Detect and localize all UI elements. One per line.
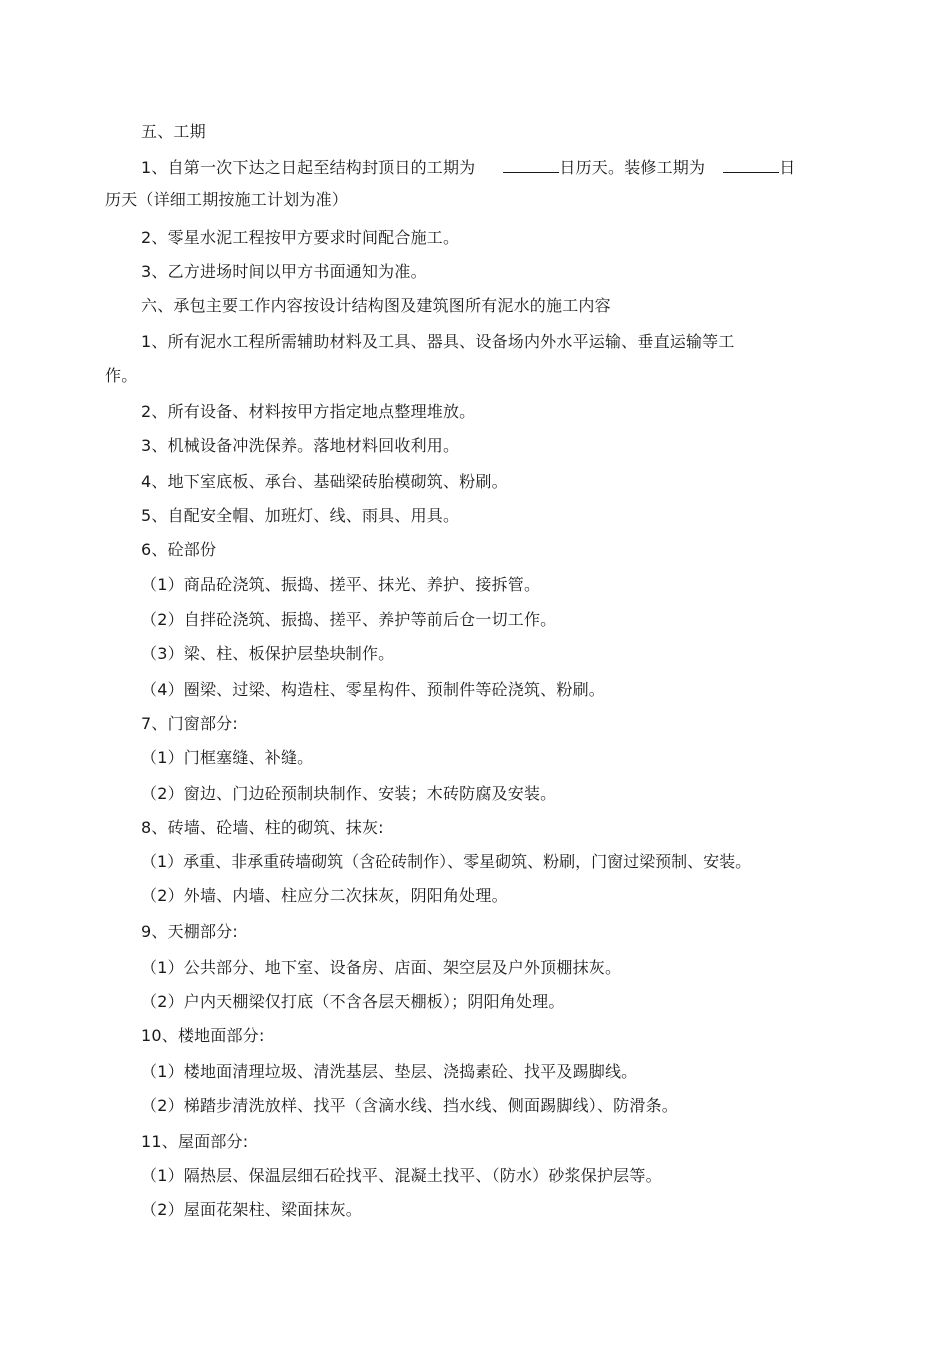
- sec6-item-6-title: 6、砼部份: [141, 540, 217, 559]
- sec6-item-8-sub-2: （2）外墙、内墙、柱应分二次抹灰，阴阳角处理。: [141, 886, 508, 905]
- sec6-item-6-sub-4: （4）圈梁、过梁、构造柱、零星构件、预制件等砼浇筑、粉刷。: [141, 680, 605, 699]
- sec6-item-7-sub-2: （2）窗边、门边砼预制块制作、安装；木砖防腐及安装。: [141, 784, 557, 803]
- sec6-item-10-title: 10、楼地面部分:: [141, 1026, 265, 1045]
- section-6-heading: 六、承包主要工作内容按设计结构图及建筑图所有泥水的施工内容: [141, 296, 611, 315]
- duration-blank-1: [503, 158, 559, 173]
- sec6-item-6-sub-1: （1）商品砼浇筑、振捣、搓平、抹光、养护、接拆管。: [141, 575, 541, 594]
- sec6-item-1: 1、所有泥水工程所需辅助材料及工具、器具、设备场内外水平运输、垂直运输等工: [141, 332, 735, 351]
- sec6-item-7-sub-1: （1）门框塞缝、补缝。: [141, 748, 314, 767]
- sec6-item-9-sub-1: （1）公共部分、地下室、设备房、店面、架空层及户外顶棚抹灰。: [141, 958, 622, 977]
- sec5-item-1-cont: 历天（详细工期按施工计划为准）: [105, 190, 349, 209]
- sec6-item-10-sub-2: （2）梯踏步清洗放样、找平（含滴水线、挡水线、侧面踢脚线）、防滑条。: [141, 1096, 678, 1115]
- sec6-item-10-sub-1: （1）楼地面清理垃圾、清洗基层、垫层、浇捣素砼、找平及踢脚线。: [141, 1062, 638, 1081]
- sec5-item-1-part2: 日历天。装修工期为: [559, 158, 706, 177]
- sec5-item-2: 2、零星水泥工程按甲方要求时间配合施工。: [141, 228, 460, 247]
- sec6-item-8-title: 8、砖墙、砼墙、柱的砌筑、抹灰:: [141, 818, 384, 837]
- sec6-item-3: 3、机械设备冲洗保养。落地材料回收利用。: [141, 436, 460, 455]
- sec5-item-1-part3: 日: [779, 158, 796, 177]
- sec6-item-7-title: 7、门窗部分:: [141, 714, 238, 733]
- sec5-item-1: [141, 158, 795, 178]
- sec6-item-6-sub-2: （2）自拌砼浇筑、振捣、搓平、养护等前后仓一切工作。: [141, 610, 557, 629]
- sec6-item-11-title: 11、屋面部分:: [141, 1132, 249, 1151]
- sec6-item-8-sub-1: （1）承重、非承重砖墙砌筑（含砼砖制作）、零星砌筑、粉刷，门窗过梁预制、安装。: [141, 852, 752, 871]
- sec6-item-11-sub-1: （1）隔热层、保温层细石砼找平、混凝土找平、（防水）砂浆保护层等。: [141, 1166, 662, 1185]
- sec6-item-11-sub-2: （2）屋面花架柱、梁面抹灰。: [141, 1200, 362, 1219]
- sec6-item-1-cont: 作。: [105, 366, 138, 385]
- sec6-item-2: 2、所有设备、材料按甲方指定地点整理堆放。: [141, 402, 476, 421]
- section-5-heading: 五、工期: [141, 122, 206, 141]
- duration-blank-2: [723, 158, 779, 173]
- sec6-item-6-sub-3: （3）梁、柱、板保护层垫块制作。: [141, 644, 395, 663]
- sec5-item-3: 3、乙方进场时间以甲方书面通知为准。: [141, 262, 427, 281]
- sec6-item-4: 4、地下室底板、承台、基础梁砖胎模砌筑、粉刷。: [141, 472, 508, 491]
- sec6-item-9-title: 9、天棚部分:: [141, 922, 238, 941]
- sec6-item-5: 5、自配安全帽、加班灯、线、雨具、用具。: [141, 506, 460, 525]
- sec6-item-9-sub-2: （2）户内天棚梁仅打底（不含各层天棚板）；阴阳角处理。: [141, 992, 565, 1011]
- sec5-item-1-part1: 1、自第一次下达之日起至结构封顶日的工期为: [141, 158, 476, 177]
